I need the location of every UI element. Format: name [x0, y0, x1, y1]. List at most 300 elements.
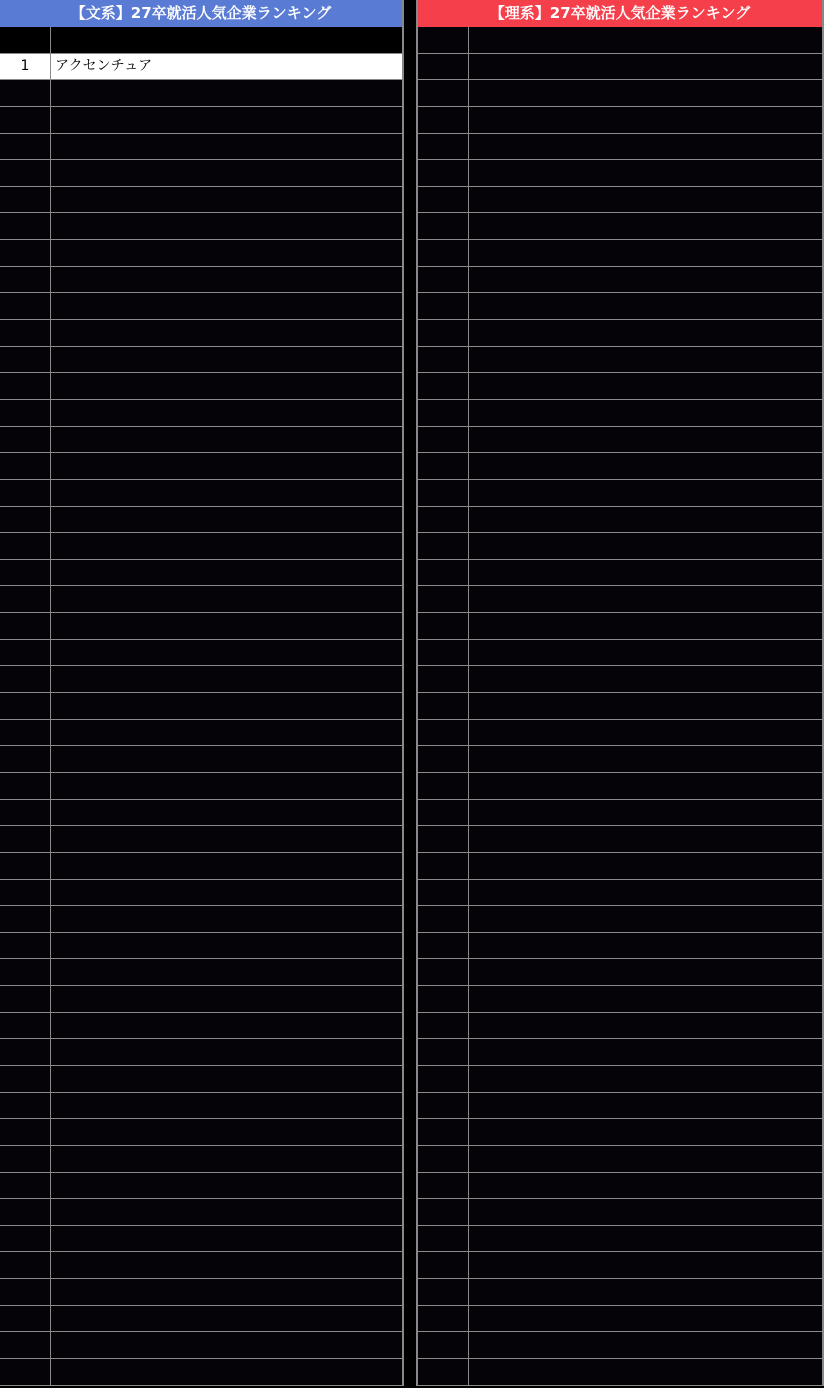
table-row — [0, 427, 402, 454]
rank-cell — [418, 1093, 469, 1119]
rank-cell — [418, 746, 469, 772]
company-name-cell — [51, 213, 402, 239]
company-name-cell — [51, 613, 402, 639]
rank-cell — [0, 1093, 51, 1119]
table-row — [0, 773, 402, 800]
company-name-cell — [469, 54, 822, 80]
rank-cell — [418, 800, 469, 826]
table-row — [0, 1093, 402, 1120]
table-row — [0, 507, 402, 534]
company-name-cell — [51, 1066, 402, 1092]
table-row — [418, 134, 822, 161]
rank-cell — [0, 1013, 51, 1039]
rank-cell — [0, 720, 51, 746]
company-name-cell — [51, 1359, 402, 1385]
rank-cell — [0, 693, 51, 719]
rank-cell — [418, 613, 469, 639]
company-name-cell — [51, 400, 402, 426]
company-name-cell — [469, 826, 822, 852]
table-row — [0, 107, 402, 134]
rank-cell — [0, 240, 51, 266]
company-name-cell — [51, 1119, 402, 1145]
rank-cell — [0, 640, 51, 666]
table-row — [418, 240, 822, 267]
rank-cell — [0, 1173, 51, 1199]
rank-cell — [0, 507, 51, 533]
company-name-cell — [51, 80, 402, 106]
company-name-cell — [469, 773, 822, 799]
rank-cell — [418, 1013, 469, 1039]
table-row — [418, 746, 822, 773]
rank-cell — [0, 586, 51, 612]
table-row — [418, 1199, 822, 1226]
company-name-cell — [469, 720, 822, 746]
rank-cell — [0, 160, 51, 186]
table-row — [0, 880, 402, 907]
rank-cell — [418, 1252, 469, 1278]
company-name-cell — [51, 880, 402, 906]
table-row — [0, 267, 402, 294]
humanities-ranking-title: 【文系】27卒就活人気企業ランキング — [0, 0, 402, 27]
table-row — [0, 560, 402, 587]
company-name-cell — [469, 1306, 822, 1332]
table-row — [418, 54, 822, 81]
company-name-cell — [51, 853, 402, 879]
table-row — [0, 1332, 402, 1359]
company-name-cell — [51, 134, 402, 160]
company-name-cell — [51, 640, 402, 666]
company-name-cell — [469, 1066, 822, 1092]
rank-cell — [0, 27, 51, 53]
table-row — [0, 1306, 402, 1333]
company-name-cell — [469, 800, 822, 826]
rank-cell — [0, 480, 51, 506]
table-row — [418, 320, 822, 347]
table-row — [0, 746, 402, 773]
table-row — [418, 1119, 822, 1146]
table-row — [418, 400, 822, 427]
company-name-cell — [469, 267, 822, 293]
company-name-cell — [469, 453, 822, 479]
rank-cell — [0, 959, 51, 985]
company-name-cell — [51, 1173, 402, 1199]
company-name-cell — [51, 507, 402, 533]
rank-cell — [418, 693, 469, 719]
company-name-cell — [51, 27, 402, 53]
humanities-ranking-table — [0, 0, 404, 1386]
rank-cell — [0, 107, 51, 133]
table-row — [0, 586, 402, 613]
company-name-cell — [51, 560, 402, 586]
table-row — [418, 1252, 822, 1279]
company-name-cell — [469, 560, 822, 586]
table-row — [418, 560, 822, 587]
table-row — [0, 1146, 402, 1173]
table-row — [0, 400, 402, 427]
company-name-cell — [469, 480, 822, 506]
company-name-cell — [469, 320, 822, 346]
rank-cell — [418, 27, 469, 53]
company-name-cell — [51, 453, 402, 479]
company-name-cell — [469, 640, 822, 666]
rank-cell — [0, 1252, 51, 1278]
company-name-cell — [469, 666, 822, 692]
company-name-cell — [469, 373, 822, 399]
rank-cell — [418, 666, 469, 692]
company-name-cell — [469, 533, 822, 559]
table-row — [0, 1252, 402, 1279]
company-name-cell — [469, 853, 822, 879]
table-row — [418, 666, 822, 693]
company-name-cell — [51, 107, 402, 133]
company-name-cell — [469, 427, 822, 453]
company-name-cell — [469, 1013, 822, 1039]
rank-cell — [0, 746, 51, 772]
rank-cell — [0, 347, 51, 373]
rank-cell — [418, 240, 469, 266]
rank-cell — [0, 453, 51, 479]
company-name-cell — [51, 347, 402, 373]
rank-cell — [0, 533, 51, 559]
rank-cell — [418, 480, 469, 506]
table-row — [0, 800, 402, 827]
table-row — [0, 933, 402, 960]
table-row — [0, 1013, 402, 1040]
table-row — [418, 293, 822, 320]
table-row — [0, 453, 402, 480]
table-row — [0, 347, 402, 374]
rank-cell — [0, 826, 51, 852]
rank-cell — [418, 906, 469, 932]
company-name-cell — [469, 1146, 822, 1172]
rank-cell — [418, 1146, 469, 1172]
rank-cell — [418, 400, 469, 426]
table-row — [0, 134, 402, 161]
rank-cell — [418, 213, 469, 239]
table-row — [0, 1173, 402, 1200]
company-name-cell — [469, 187, 822, 213]
table-row — [418, 27, 822, 54]
company-name-cell — [51, 1013, 402, 1039]
rank-cell — [0, 1039, 51, 1065]
table-row — [0, 613, 402, 640]
rank-cell — [418, 1279, 469, 1305]
rank-cell — [0, 373, 51, 399]
company-name-cell — [469, 1173, 822, 1199]
rank-cell: 1 — [0, 54, 51, 80]
table-row — [418, 160, 822, 187]
rank-cell — [418, 134, 469, 160]
rank-cell — [418, 1173, 469, 1199]
table-row — [0, 1199, 402, 1226]
table-row — [418, 906, 822, 933]
rank-cell — [0, 906, 51, 932]
company-name-cell — [469, 160, 822, 186]
rank-cell — [418, 187, 469, 213]
rank-cell — [0, 773, 51, 799]
table-row — [0, 853, 402, 880]
table-row — [418, 720, 822, 747]
table-row — [0, 293, 402, 320]
table-row — [418, 613, 822, 640]
company-name-cell — [51, 373, 402, 399]
table-row — [418, 1332, 822, 1359]
rank-cell — [0, 213, 51, 239]
table-row — [0, 666, 402, 693]
rank-cell — [0, 267, 51, 293]
table-row — [418, 187, 822, 214]
company-name-cell — [51, 1332, 402, 1358]
company-name-cell — [469, 1039, 822, 1065]
company-name-cell — [469, 107, 822, 133]
company-name-cell — [51, 773, 402, 799]
company-name-cell — [51, 320, 402, 346]
rank-cell — [418, 453, 469, 479]
table-row — [0, 693, 402, 720]
table-row — [0, 533, 402, 560]
company-name-cell — [51, 959, 402, 985]
table-row — [418, 480, 822, 507]
company-name-cell — [469, 1332, 822, 1358]
company-name-cell — [51, 293, 402, 319]
table-row — [0, 1066, 402, 1093]
table-row — [418, 533, 822, 560]
company-name-cell — [51, 1146, 402, 1172]
company-name-cell — [469, 1226, 822, 1252]
rank-cell — [418, 1226, 469, 1252]
company-name-cell — [469, 1199, 822, 1225]
rank-cell — [418, 560, 469, 586]
rank-cell — [418, 1332, 469, 1358]
company-name-cell — [51, 1306, 402, 1332]
company-name-cell — [51, 666, 402, 692]
company-name-cell — [51, 187, 402, 213]
company-name-cell — [51, 720, 402, 746]
rank-cell — [418, 1039, 469, 1065]
rank-cell — [418, 586, 469, 612]
company-name-cell: アクセンチュア — [55, 57, 153, 74]
table-row — [418, 586, 822, 613]
rank-cell — [418, 267, 469, 293]
table-row — [418, 347, 822, 374]
table-row — [0, 1279, 402, 1306]
company-name-cell — [469, 613, 822, 639]
table-row — [418, 826, 822, 853]
table-row — [0, 1119, 402, 1146]
table-row — [418, 1226, 822, 1253]
rank-cell — [0, 1146, 51, 1172]
company-name-cell — [51, 1252, 402, 1278]
rank-cell — [0, 880, 51, 906]
company-name-cell — [469, 27, 822, 53]
rank-cell — [0, 293, 51, 319]
rank-cell — [0, 933, 51, 959]
company-name-cell — [51, 160, 402, 186]
company-name-cell — [51, 800, 402, 826]
rank-cell — [0, 320, 51, 346]
company-name-cell — [51, 480, 402, 506]
table-row — [418, 453, 822, 480]
table-row — [418, 1173, 822, 1200]
table-row — [418, 213, 822, 240]
table-row — [0, 480, 402, 507]
rank-cell — [418, 826, 469, 852]
company-name-cell — [51, 267, 402, 293]
company-name-cell — [469, 213, 822, 239]
table-row — [0, 187, 402, 214]
company-name-cell — [469, 693, 822, 719]
company-name-cell — [51, 906, 402, 932]
company-name-cell — [469, 293, 822, 319]
table-row — [418, 1306, 822, 1333]
table-row — [418, 1146, 822, 1173]
rank-cell — [418, 54, 469, 80]
table-row — [0, 240, 402, 267]
rank-cell — [0, 1066, 51, 1092]
rank-cell — [0, 986, 51, 1012]
table-row — [418, 107, 822, 134]
table-row — [418, 959, 822, 986]
company-name-cell — [469, 906, 822, 932]
company-name-cell — [51, 693, 402, 719]
company-name-cell — [469, 347, 822, 373]
rank-cell — [0, 1332, 51, 1358]
table-row — [418, 1279, 822, 1306]
table-row — [0, 1226, 402, 1253]
table-row — [0, 27, 402, 54]
company-name-cell — [469, 134, 822, 160]
table-row — [0, 1039, 402, 1066]
rank-cell — [418, 427, 469, 453]
rank-cell — [418, 507, 469, 533]
rank-cell — [418, 1306, 469, 1332]
rank-cell — [418, 373, 469, 399]
company-name-cell — [469, 1359, 822, 1385]
table-row — [0, 826, 402, 853]
company-name-cell — [51, 746, 402, 772]
rank-cell — [0, 1199, 51, 1225]
rank-cell — [0, 1306, 51, 1332]
table-row — [418, 80, 822, 107]
rank-cell — [418, 347, 469, 373]
rank-cell — [418, 160, 469, 186]
rank-cell — [418, 720, 469, 746]
table-row — [0, 906, 402, 933]
company-name-cell — [51, 1199, 402, 1225]
table-row — [418, 1093, 822, 1120]
rank-cell — [418, 959, 469, 985]
table-row — [0, 160, 402, 187]
table-row — [418, 933, 822, 960]
rank-cell — [418, 1359, 469, 1385]
rank-cell — [0, 134, 51, 160]
table-row — [0, 1359, 402, 1386]
table-row — [418, 1066, 822, 1093]
company-name-cell — [469, 1252, 822, 1278]
rank-cell — [418, 933, 469, 959]
table-row — [418, 986, 822, 1013]
rank-cell — [0, 400, 51, 426]
company-name-cell — [469, 986, 822, 1012]
table-row — [0, 720, 402, 747]
company-name-cell — [469, 1119, 822, 1145]
company-name-cell — [51, 986, 402, 1012]
company-name-cell — [51, 586, 402, 612]
company-name-cell — [51, 826, 402, 852]
company-name-cell — [469, 1093, 822, 1119]
table-row — [418, 880, 822, 907]
company-name-cell — [469, 586, 822, 612]
table-row — [418, 1013, 822, 1040]
science-ranking-title: 【理系】27卒就活人気企業ランキング — [418, 0, 822, 27]
rank-cell — [0, 800, 51, 826]
rank-cell — [418, 853, 469, 879]
table-row — [0, 213, 402, 240]
company-name-cell — [469, 933, 822, 959]
company-name-cell — [469, 1279, 822, 1305]
table-row — [418, 1039, 822, 1066]
rank-cell — [0, 666, 51, 692]
rank-cell — [0, 1279, 51, 1305]
table-row — [418, 800, 822, 827]
company-name-cell — [51, 1093, 402, 1119]
table-row — [418, 507, 822, 534]
table-row — [0, 320, 402, 347]
rank-cell — [0, 853, 51, 879]
company-name-cell — [51, 427, 402, 453]
table-row — [418, 1359, 822, 1386]
table-row — [418, 640, 822, 667]
rank-cell — [418, 986, 469, 1012]
rank-cell — [418, 640, 469, 666]
rank-cell — [0, 80, 51, 106]
rank-cell — [0, 560, 51, 586]
table-row — [418, 373, 822, 400]
rank-cell — [0, 427, 51, 453]
rank-cell — [0, 1226, 51, 1252]
table-row — [418, 267, 822, 294]
company-name-cell — [469, 400, 822, 426]
company-name-cell — [469, 507, 822, 533]
table-row — [418, 853, 822, 880]
company-name-cell — [51, 1039, 402, 1065]
rank-cell — [418, 107, 469, 133]
table-row — [0, 373, 402, 400]
company-name-cell — [51, 1226, 402, 1252]
company-name-cell — [51, 240, 402, 266]
table-row — [0, 986, 402, 1013]
rank-cell — [0, 1359, 51, 1385]
rank-cell — [418, 293, 469, 319]
rank-cell — [418, 773, 469, 799]
rank-cell — [418, 320, 469, 346]
company-name-cell — [51, 933, 402, 959]
rank-cell — [418, 1199, 469, 1225]
company-name-cell — [469, 746, 822, 772]
rank-cell — [418, 80, 469, 106]
rank-cell — [418, 880, 469, 906]
company-name-cell — [51, 1279, 402, 1305]
science-ranking-table — [416, 0, 824, 1386]
company-name-cell — [469, 959, 822, 985]
table-row — [418, 693, 822, 720]
company-name-cell — [51, 533, 402, 559]
company-name-cell — [469, 880, 822, 906]
company-name-cell — [469, 80, 822, 106]
table-row — [418, 427, 822, 454]
rank-cell — [0, 1119, 51, 1145]
rank-cell — [418, 1119, 469, 1145]
